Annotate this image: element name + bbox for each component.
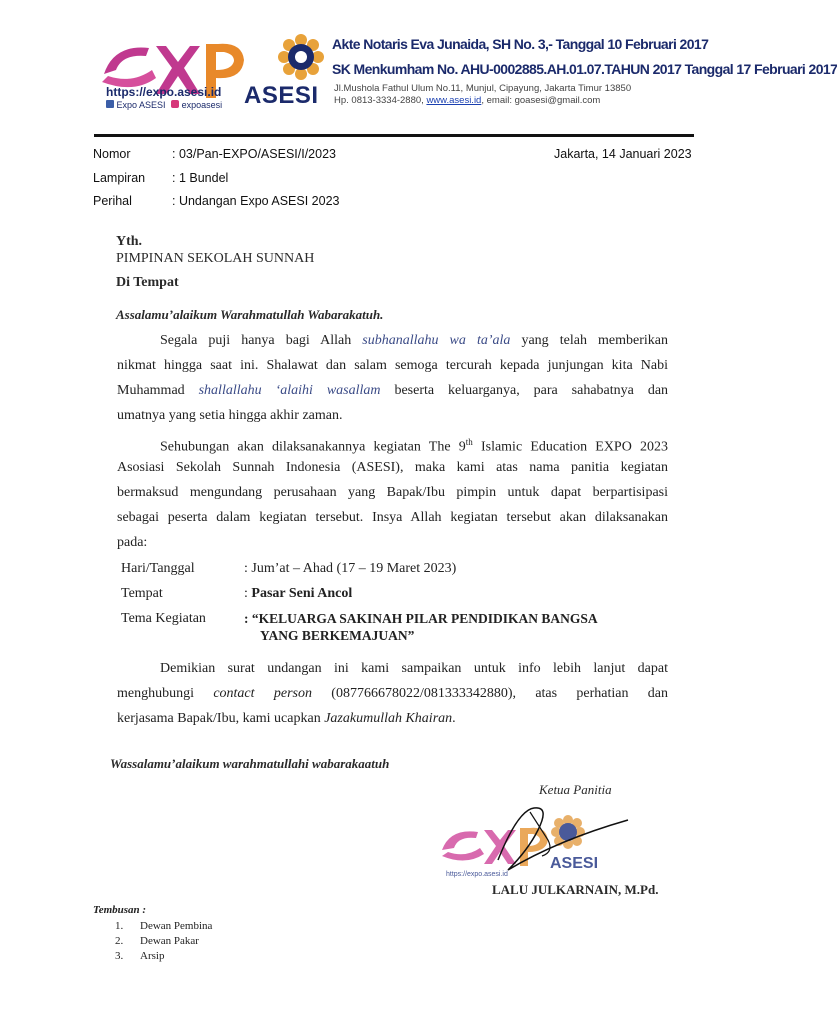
social-row xyxy=(106,100,222,110)
theme-line1: : “KELUARGA SAKINAH PILAR PENDIDIKAN BANGSA xyxy=(244,611,598,626)
lampiran-value: : 1 Bundel xyxy=(172,171,229,185)
asesi-emblem xyxy=(276,32,326,82)
asesi-flower-icon xyxy=(276,32,326,82)
para3-line3: kerjasama Bapak/Ibu, kami ucapkan Jazakumullah Khairan. xyxy=(117,711,456,726)
para1-line2: nikmat hingga saat ini. Shalawat dan salam semoga tercurah kepada junjungan kita Nabi xyxy=(117,358,668,373)
recipient-place: Di Tempat xyxy=(116,275,179,290)
recipient-name: PIMPINAN SEKOLAH SUNNAH xyxy=(116,251,315,266)
sk-line: SK Menkumham No. AHU-0002885.AH.01.07.TAHUN 2017 Tanggal 17 Februari 2017 xyxy=(332,61,837,77)
instagram-handle: expoasesi xyxy=(181,100,223,110)
asesi-wordmark: ASESI xyxy=(244,82,319,109)
letter-date: Jakarta, 14 Januari 2023 xyxy=(554,147,692,161)
recipient-yth: Yth. xyxy=(116,234,143,249)
closing-greeting: Wassalamu’alaikum warahmatullahi wabarakaatuh xyxy=(110,756,390,771)
lampiran-label: Lampiran xyxy=(93,171,146,185)
nomor-value: : 03/Pan-EXPO/ASESI/I/2023 xyxy=(172,147,336,161)
para2-line3: bermaksud mengundang perusahaan yang Bapak/Ibu pimpin untuk dapat berpartisipasi xyxy=(117,485,668,500)
perihal-value: : Undangan Expo ASESI 2023 xyxy=(172,194,340,208)
signatory-name: LALU JULKARNAIN, M.Pd. xyxy=(492,882,659,897)
email-text: , email: goasesi@gmail.com xyxy=(481,95,601,106)
para2-line1: Sehubungan akan dilaksanakannya kegiatan The 9th Islamic Education EXPO 2023 xyxy=(160,437,669,455)
tembusan-item: Dewan Pembina xyxy=(140,920,213,932)
para2-line2: Asosiasi Sekolah Sunnah Indonesia (ASESI), maka kami atas nama panitia kegiatan xyxy=(117,460,668,475)
para1-line4: umatnya yang setia hingga akhir zaman. xyxy=(117,408,343,423)
tembusan-item: Dewan Pakar xyxy=(140,935,199,947)
para3-line2: menghubungi contact person (087766678022/081333342880), atas perhatian dan xyxy=(117,686,669,701)
signature-stamp xyxy=(438,800,638,890)
contact-line xyxy=(334,95,600,106)
signature-role: Ketua Panitia xyxy=(539,782,612,797)
facebook-icon xyxy=(106,100,114,108)
nomor-label: Nomor xyxy=(93,147,131,161)
place-label: Tempat xyxy=(121,586,163,601)
place-value-row: : Pasar Seni Ancol xyxy=(244,586,353,601)
address-line: Jl.Mushola Fathul Ulum No.11, Munjul, Cipayung, Jakarta Timur 13850 xyxy=(334,83,632,94)
para2-line4: sebagai peserta dalam kegiatan tersebut. Insya Allah kegiatan tersebut akan dilaksanakan xyxy=(117,510,668,525)
notary-line: Akte Notaris Eva Junaida, SH No. 3,- Tanggal 10 Februari 2017 xyxy=(332,36,709,52)
svg-text:https://expo.asesi.id: https://expo.asesi.id xyxy=(446,871,508,878)
theme-label: Tema Kegiatan xyxy=(121,611,206,626)
tembusan-number: 1. xyxy=(115,920,124,932)
facebook-handle: Expo ASESI xyxy=(116,100,166,110)
tembusan-title: Tembusan : xyxy=(93,904,147,916)
instagram-icon xyxy=(171,100,179,108)
theme-line2: YANG BERKEMAJUAN” xyxy=(260,628,415,643)
svg-text:ASESI: ASESI xyxy=(550,855,599,872)
phone-text: Hp. 0813-3334-2880, xyxy=(334,95,424,106)
stamp-logo-icon xyxy=(438,800,638,890)
website-url[interactable]: https://expo.asesi.id xyxy=(106,85,222,99)
website-link[interactable]: www.asesi.id xyxy=(426,95,482,106)
para3-line1: Demikian surat undangan ini kami sampaikan untuk info lebih lanjut dapat xyxy=(160,661,668,676)
tembusan-number: 2. xyxy=(115,935,124,947)
para2-line5: pada: xyxy=(117,535,148,550)
tembusan-item: Arsip xyxy=(140,950,165,962)
letterhead xyxy=(94,30,837,130)
date-value: : Jum’at – Ahad (17 – 19 Maret 2023) xyxy=(244,561,457,576)
date-label: Hari/Tanggal xyxy=(121,561,195,576)
para1-line1: Segala puji hanya bagi Allah subhanallahu wa ta’ala yang telah memberikan xyxy=(160,333,668,348)
perihal-label: Perihal xyxy=(93,194,132,208)
header-divider xyxy=(94,134,694,137)
opening-greeting: Assalamu’alaikum Warahmatullah Wabarakatuh. xyxy=(116,307,384,322)
tembusan-number: 3. xyxy=(115,950,124,962)
place-value: Pasar Seni Ancol xyxy=(251,586,353,601)
para1-line3: Muhammad shallallahu ‘alaihi wasallam beserta keluarganya, para sahabatnya dan xyxy=(117,383,669,398)
